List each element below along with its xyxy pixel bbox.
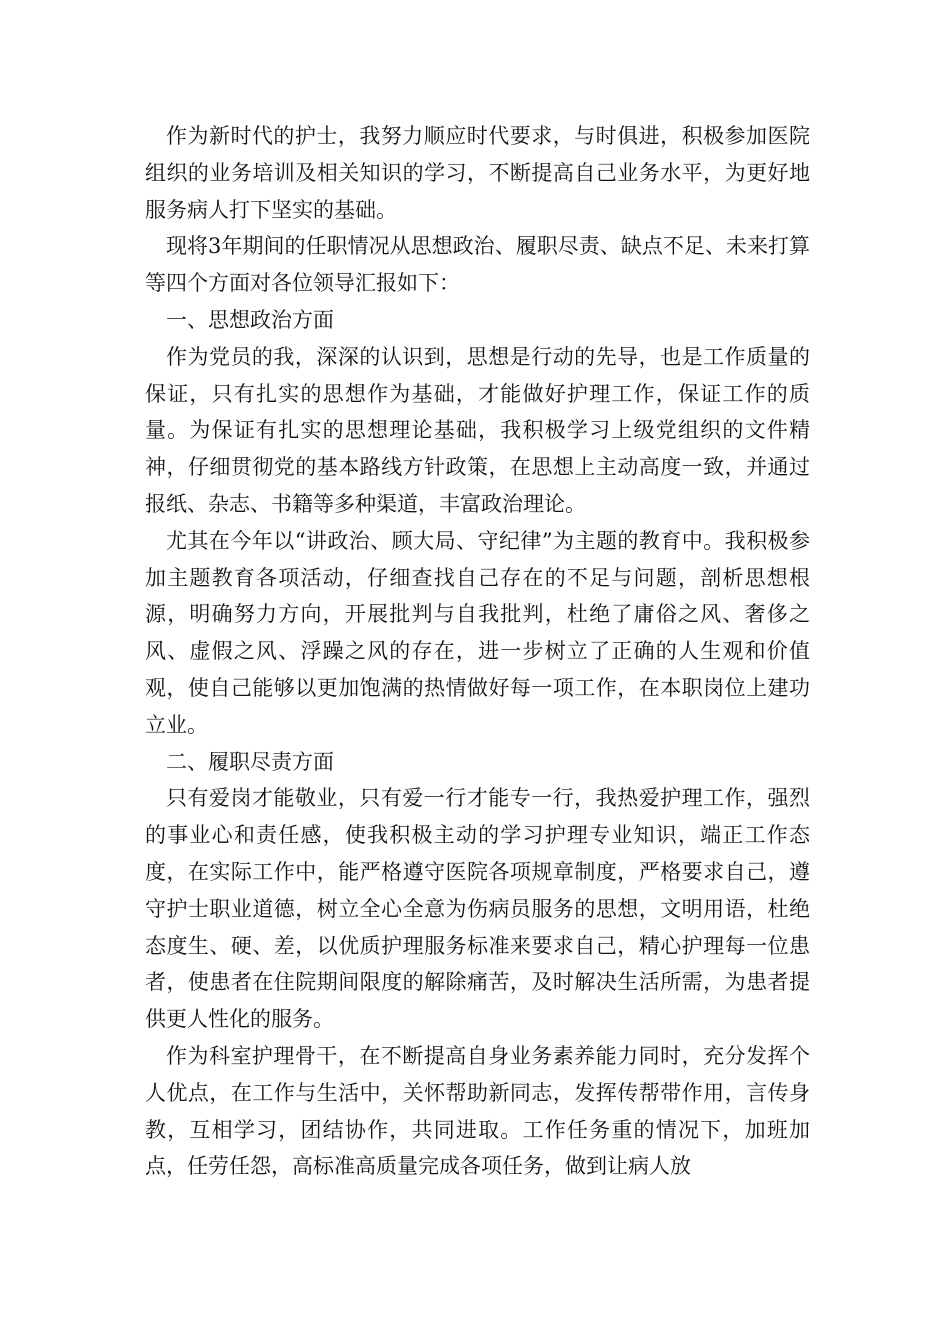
paragraph-duties-1: 只有爱岗才能敬业，只有爱一行才能专一行，我热爱护理工作，强烈的事业心和责任感，使我积极主动的学习护理专业知识，端正工作态度，在实际工作中，能严格遵守医院各项规章制度，严格要求自己，遵守护士职业道德，树立全心全意为伤病员服务的思想，文明用语，杜绝态度生、硬、差，以优质护理服务标准来要求自己，精心护理每一位患者，使患者在住院期间限度的解除痛苦，及时解决生活所需，为患者提供更人性化的服务。 bbox=[145, 786, 810, 1032]
paragraph-report-outline: 现将3年期间的任职情况从思想政治、履职尽责、缺点不足、未来打算等四个方面对各位领导汇报如下： bbox=[145, 234, 810, 296]
paragraph-duties-2: 作为科室护理骨干，在不断提高自身业务素养能力同时，充分发挥个人优点，在工作与生活中，关怀帮助新同志，发挥传帮带作用，言传身教，互相学习，团结协作，共同进取。工作任务重的情况下，加班加点，任劳任怨，高标准高质量完成各项任务，做到让病人放 bbox=[145, 1043, 810, 1179]
paragraph-political-2: 尤其在今年以“讲政治、顾大局、守纪律”为主题的教育中。我积极参加主题教育各项活动，仔细查找自己存在的不足与问题，剖析思想根源，明确努力方向，开展批判与自我批判，杜绝了庸俗之风、奢侈之风、虚假之风、浮躁之风的存在，进一步树立了正确的人生观和价值观，使自己能够以更加饱满的热情做好每一项工作，在本职岗位上建功立业。 bbox=[145, 528, 810, 737]
document-page bbox=[145, 118, 810, 1185]
section-heading-duties: 二、履职尽责方面 bbox=[166, 749, 334, 774]
paragraph-intro: 作为新时代的护士，我努力顺应时代要求，与时俱进，积极参加医院组织的业务培训及相关知识的学习，不断提高自己业务水平，为更好地服务病人打下坚实的基础。 bbox=[145, 124, 810, 222]
paragraph-political-1: 作为党员的我，深深的认识到，思想是行动的先导，也是工作质量的保证，只有扎实的思想作为基础，才能做好护理工作，保证工作的质量。为保证有扎实的思想理论基础，我积极学习上级党组织的文件精神，仔细贯彻党的基本路线方针政策，在思想上主动高度一致，并通过报纸、杂志、书籍等多种渠道，丰富政治理论。 bbox=[145, 344, 810, 516]
section-heading-political: 一、思想政治方面 bbox=[166, 307, 334, 332]
